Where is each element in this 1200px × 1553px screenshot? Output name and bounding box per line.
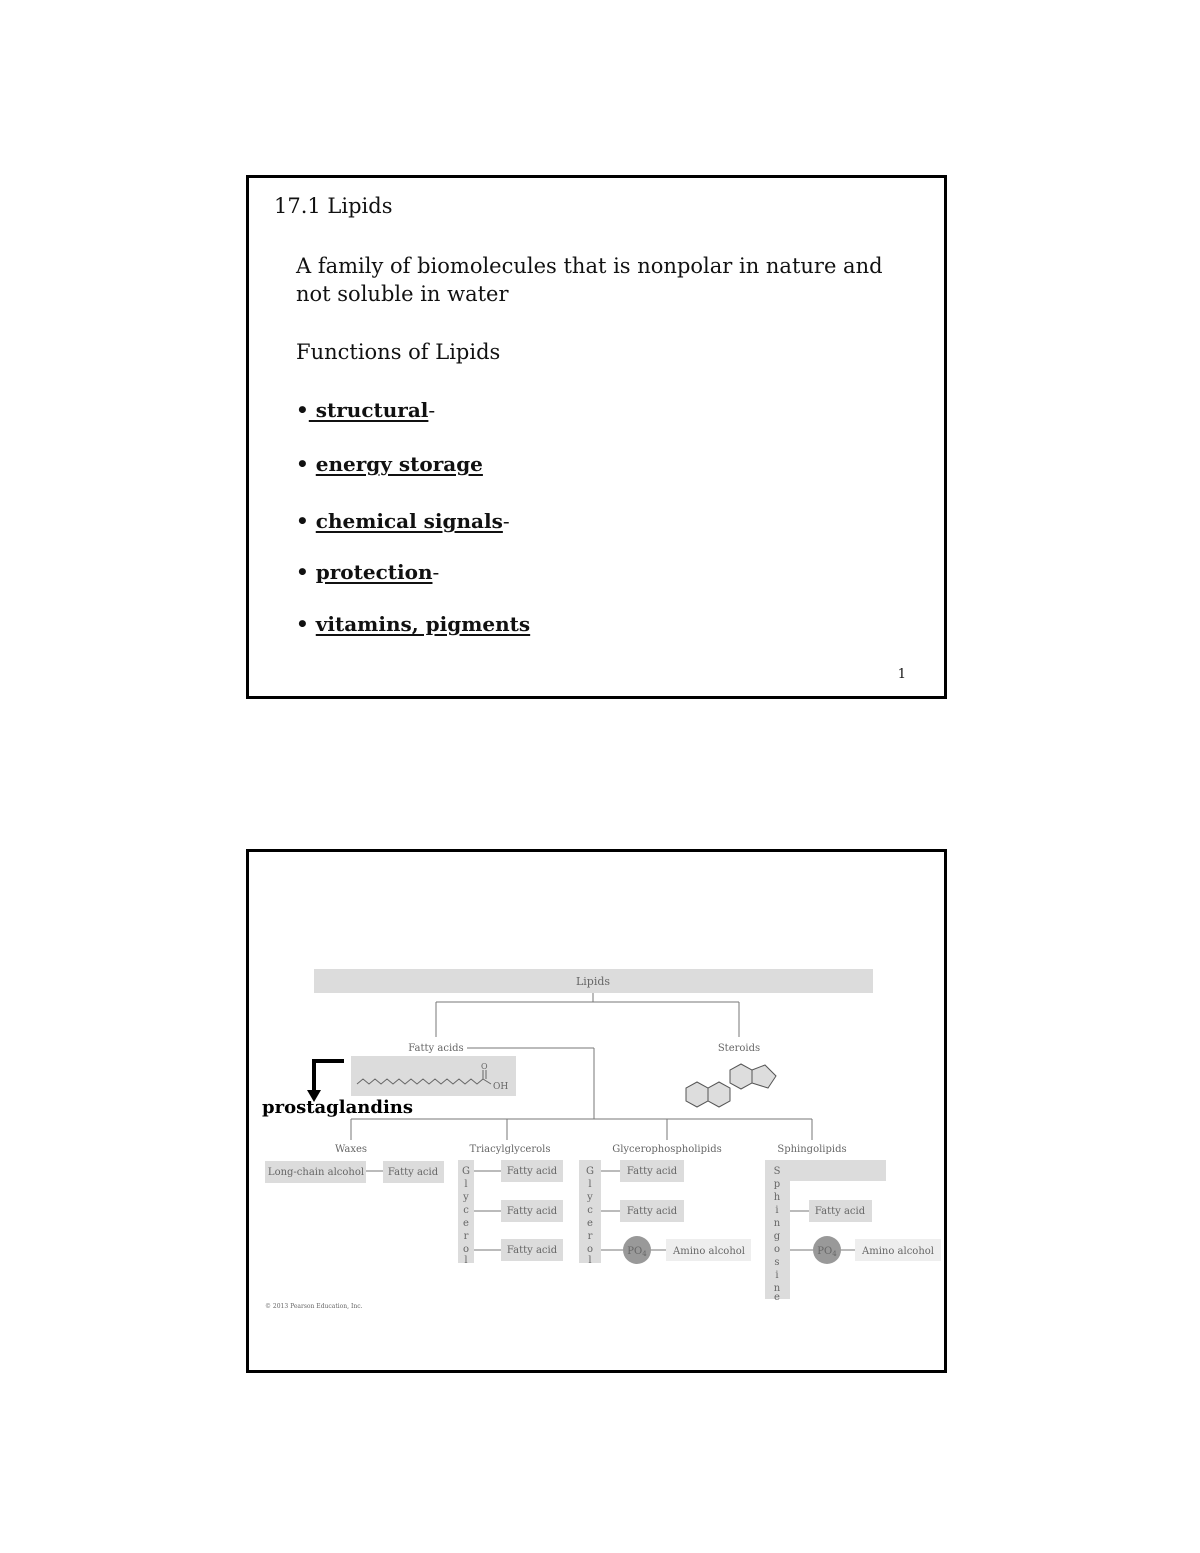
glycerol-letter: l [588,1255,592,1266]
oh-label: OH [493,1082,509,1092]
glycerol-letter: l [464,1255,468,1266]
fatty-acids-label: Fatty acids [408,1043,464,1054]
slide-title: 17.1 Lipids [274,194,393,218]
sl-phosphate-label: $PO_4$ [817,1246,837,1258]
tg-fatty-acid-label-1: Fatty acid [506,1166,558,1177]
glycerol-letter: e [463,1218,469,1229]
glycerol-letter: c [587,1205,593,1216]
prostaglandins-label: prostaglandins [262,1097,414,1118]
glycerol-letter: c [463,1205,469,1216]
sphingosine-letter: s [774,1257,780,1268]
sphingosine-letter: p [773,1179,781,1190]
glycerol-letter: G [586,1166,594,1177]
glycerol-letter: G [462,1166,470,1177]
bullet-item-structural [296,398,435,422]
bullet-label: chemical signals [315,509,503,533]
bullet-dash: - [428,398,436,422]
wax-fatty-acid-label: Fatty acid [387,1167,439,1178]
lipids-root-label: Lipids [575,975,611,988]
glycerol-letter: l [464,1179,468,1190]
glycerol-letter: o [586,1244,594,1255]
tg-fatty-acid-label-2: Fatty acid [506,1206,558,1217]
bullet-label: structural [308,398,429,422]
bullet-item-energy-storage [296,452,483,476]
fatty-acid-structure-box [351,1056,516,1096]
bullet-item-vitamins-pigments [296,612,530,636]
glycerol-letter: r [587,1231,593,1242]
bullet-item-protection [296,560,439,584]
functions-heading: Functions of Lipids [296,340,501,364]
gp-fatty-acid-label-2: Fatty acid [626,1206,678,1217]
glycerol-letter: e [587,1218,593,1229]
definition-text: A family of biomolecules that is nonpolar in nature and not soluble in water [296,254,883,306]
tg-fatty-acid-label-3: Fatty acid [506,1245,558,1256]
sphingosine-letter: n [773,1218,781,1229]
sphingosine-letter: i [775,1270,779,1281]
steroids-label: Steroids [717,1043,761,1054]
slide-2 [246,849,947,1373]
bullet-icon: • [296,452,309,476]
bullet-icon: • [296,398,309,422]
gp-fatty-acid-label-1: Fatty acid [626,1166,678,1177]
sphingosine-backbone-box [765,1160,886,1299]
sphingosine-letter: h [773,1192,781,1203]
bullet-dash: - [502,509,510,533]
slide-1 [246,175,947,699]
glycerol-letter: l [588,1179,592,1190]
steroid-structure [686,1064,776,1107]
glycerol-letter: y [463,1192,469,1203]
sphingosine-letter: e [774,1292,780,1303]
page-number: 1 [897,667,906,682]
bullet-icon: • [296,509,309,533]
long-chain-alcohol-label: Long-chain alcohol [267,1167,365,1178]
sphingosine-letter: g [773,1231,781,1242]
gp-phosphate-label: $PO_4$ [627,1246,647,1258]
glycerol-letter: o [462,1244,470,1255]
sphingosine-letter: o [773,1244,781,1255]
gp-amino-alcohol-label: Amino alcohol [673,1246,745,1257]
bullet-label: vitamins, pigments [315,612,531,636]
bullet-item-chemical-signals [296,509,510,533]
glycerophospholipids-label: Glycerophospholipids [612,1144,722,1155]
waxes-label: Waxes [334,1144,368,1155]
sl-fatty-acid-label: Fatty acid [814,1206,866,1217]
sphingosine-letter: n [773,1283,781,1294]
bullet-label: protection [315,560,433,584]
bullet-label: energy storage [315,452,483,476]
bullet-dash: - [432,560,440,584]
bullet-icon: • [296,560,309,584]
glycerol-letter: y [587,1192,593,1203]
sphingolipids-label: Sphingolipids [777,1144,847,1155]
glycerol-letter: r [463,1231,469,1242]
oxygen-label: O [481,1062,488,1071]
bullet-icon: • [296,612,309,636]
sl-amino-alcohol-label: Amino alcohol [862,1246,934,1257]
sphingosine-letter: i [775,1205,779,1216]
copyright-text: © 2013 Pearson Education, Inc. [265,1303,363,1310]
sphingosine-letter: S [773,1166,781,1177]
prostaglandins-arrow [307,1061,344,1102]
triacylglycerols-label: Triacylglycerols [469,1144,551,1155]
